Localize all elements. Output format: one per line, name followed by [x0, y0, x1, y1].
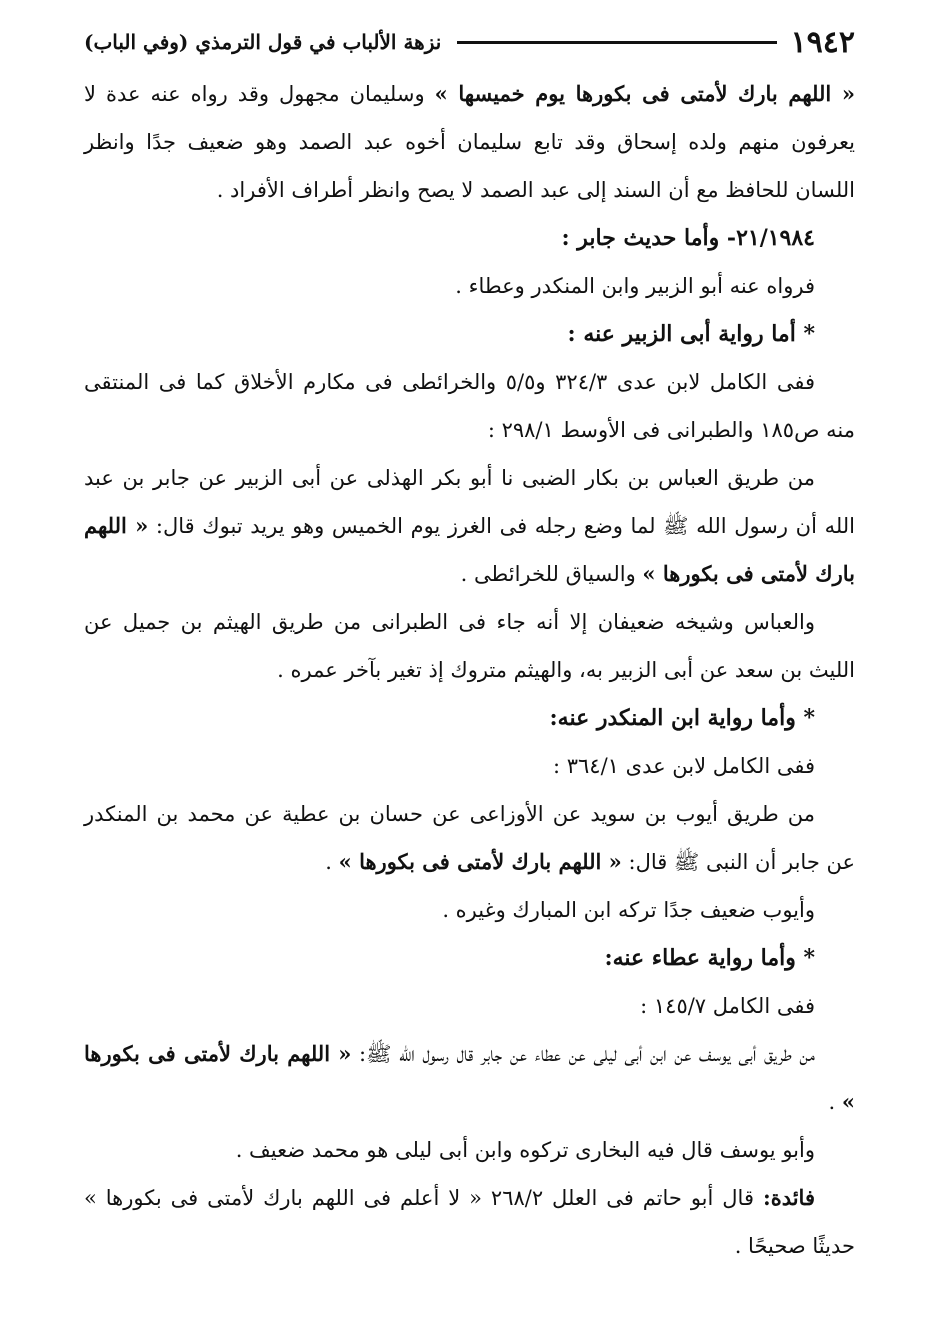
header-rule — [457, 41, 776, 44]
paragraph-text: . — [325, 850, 339, 874]
paragraph-text: من طريق العباس بن بكار الضبى نا أبو بكر الهذلى عن أبى الزبير عن جابر بن عبد الله أن رسول الله ﷺ لما وضع رجله فى الغرز يوم الخميس وهو يريد تبوك قال: — [84, 466, 856, 538]
subsection-heading: * وأما رواية عطاء عنه: — [604, 945, 815, 971]
paragraph-text: وسليمان مجهول وقد رواه عنه عدة لا يعرفون منهم ولده إسحاق وقد تابع سليمان أخوه عبد الصمد وهو ضعيف جدًا وانظر اللسان للحافظ مع أن السند إلى عبد الصمد لا يصح وانظر أطراف الأفراد . — [84, 82, 855, 202]
subsection-heading: * وأما رواية ابن المنكدر عنه: — [549, 705, 815, 731]
paragraph — [84, 70, 855, 214]
paragraph-text: . — [828, 1090, 842, 1114]
benefit-label: فائدة: — [762, 1185, 815, 1210]
section-heading: ٢١/١٩٨٤- وأما حديث جابر : — [561, 225, 815, 251]
hadith-quote: « اللهم بارك لأمتى فى بكورها يوم خميسها » — [434, 81, 856, 106]
paragraph: ففى الكامل ١٤٥/٧ : — [640, 994, 815, 1018]
page-header — [84, 22, 855, 62]
hadith-quote: « اللهم بارك لأمتى فى بكورها » — [338, 849, 622, 874]
paragraph — [84, 1174, 855, 1270]
hadith-quote: « اللهم بارك لأمتى فى بكورها » — [84, 513, 855, 586]
paragraph-text: والسياق للخرائطى . — [460, 562, 643, 586]
paragraph: ففى الكامل لابن عدى ٣٦٤/١ : — [552, 754, 815, 778]
page-body — [84, 70, 855, 1270]
running-title: نزهة الألباب في قول الترمذي (وفي الباب) — [84, 30, 442, 54]
paragraph-text: من طريق أيوب بن سويد عن الأوزاعى عن حسان بن عطية عن محمد بن المنكدر عن جابر أن النبى ﷺ قال: — [84, 802, 855, 874]
paragraph: فرواه عنه أبو الزبير وابن المنكدر وعطاء . — [455, 274, 815, 298]
paragraph: ففى الكامل لابن عدى ٣٢٤/٣ و٥/٥ والخرائطى فى مكارم الأخلاق كما فى المنتقى منه ص١٨٥ والطبرانى فى الأوسط ٢٩٨/١ : — [84, 370, 855, 442]
paragraph: وأيوب ضعيف جدًا تركه ابن المبارك وغيره . — [442, 898, 815, 922]
paragraph — [84, 790, 855, 886]
hadith-quote: « اللهم بارك لأمتى فى بكورها » — [84, 1041, 855, 1114]
paragraph-text: من طريق أبى يوسف عن ابن أبى ليلى عن عطاء عن جابر قال رسول الله ﷺ: — [351, 1042, 815, 1066]
paragraph: وأبو يوسف قال فيه البخارى تركوه وابن أبى ليلى هو محمد ضعيف . — [235, 1138, 815, 1162]
paragraph — [84, 454, 855, 598]
paragraph — [84, 1030, 855, 1126]
paragraph-text: قال أبو حاتم فى العلل ٢٦٨/٢ « لا أعلم فى اللهم بارك لأمتى فى بكورها » حديثًا صحيحًا . — [84, 1186, 855, 1258]
subsection-heading: * أما رواية أبى الزبير عنه : — [567, 321, 815, 347]
paragraph: والعباس وشيخه ضعيفان إلا أنه جاء فى الطبرانى من طريق الهيثم بن جميل عن الليث بن سعد عن أبى الزبير به، والهيثم متروك إذ تغير بآخر عمره . — [84, 610, 855, 682]
page-number: ١٩٤٢ — [790, 24, 855, 60]
